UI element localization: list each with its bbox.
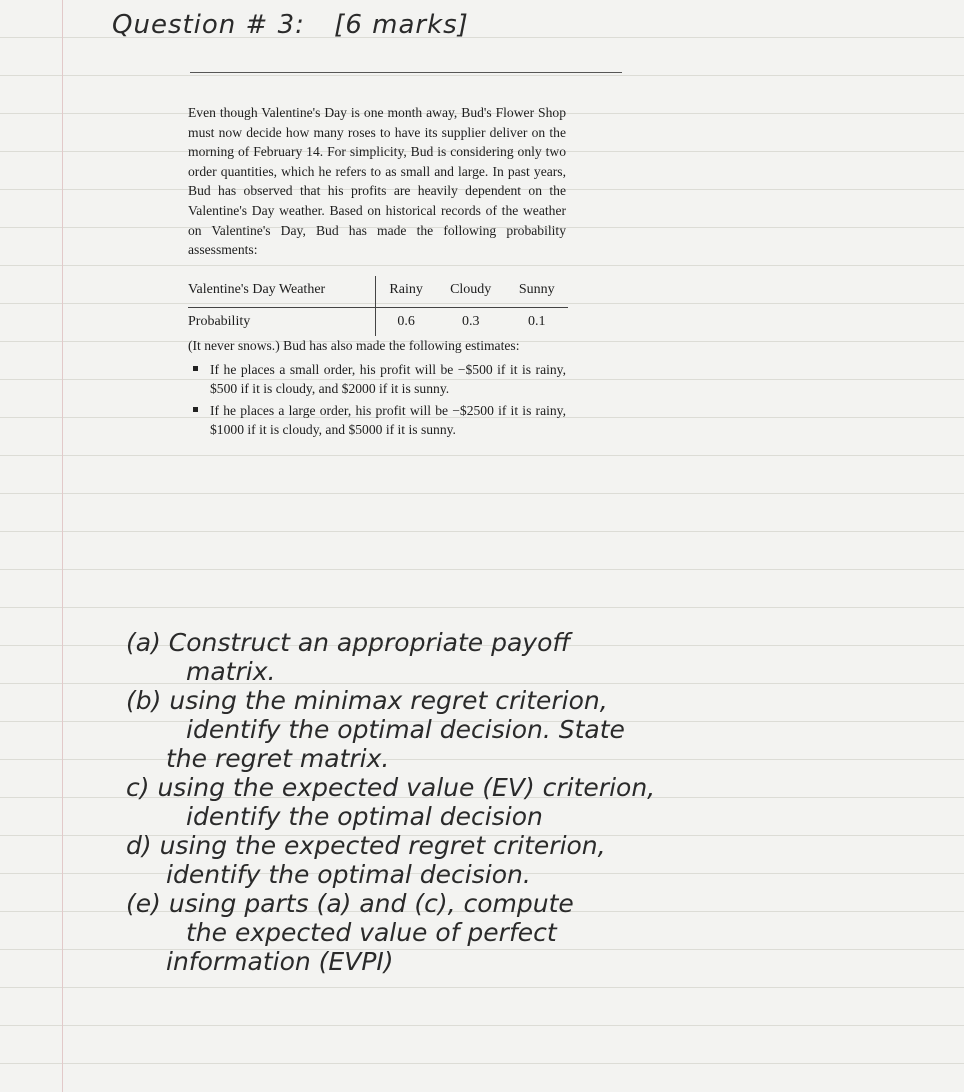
question-a-cont: matrix. xyxy=(186,657,276,686)
table-probability-row xyxy=(188,308,568,336)
question-d-label: d) xyxy=(126,831,152,860)
weather-rainy: Rainy xyxy=(376,276,436,308)
question-c-cont: identify the optimal decision xyxy=(186,802,543,831)
question-e-cont-1: the expected value of perfect xyxy=(186,918,557,947)
question-c xyxy=(126,773,856,802)
estimate-small-order: If he places a small order, his profit will be −$500 if it is rainy, $500 if it is cloudy, and $2000 if it is sunny. xyxy=(210,360,566,399)
question-a-label: (a) xyxy=(126,628,161,657)
question-a xyxy=(126,628,856,657)
estimates-list xyxy=(188,360,566,440)
question-e-label: (e) xyxy=(126,889,161,918)
question-marks: [6 marks] xyxy=(334,10,469,40)
weather-header: Valentine's Day Weather xyxy=(188,276,376,308)
weather-sunny: Sunny xyxy=(505,276,568,308)
printed-problem xyxy=(188,103,566,442)
question-c-line-1: using the expected value (EV) criterion, xyxy=(157,773,656,802)
prob-rainy: 0.6 xyxy=(397,314,415,330)
probability-label: Probability xyxy=(188,308,376,336)
notebook-margin-line xyxy=(62,0,63,1092)
question-b-label: (b) xyxy=(126,686,162,715)
question-c-label: c) xyxy=(126,773,150,802)
table-header-row xyxy=(188,276,568,308)
after-table-text: (It never snows.) Bud has also made the following estimates: xyxy=(188,337,520,353)
heading-underline xyxy=(190,72,622,73)
intro-paragraph: Even though Valentine's Day is one month away, Bud's Flower Shop must now decide how many roses to have its supplier deliver on the morning of February 14. For simplicity, Bud is considering only two order quantities, which he refers to as small and large. In past years, Bud has observed that his profits are heavily dependent on the Valentine's Day weather. Based on historical records of the weather on Valentine's Day, Bud has made the following probability assessments: xyxy=(188,105,566,258)
question-d-line-1: using the expected regret criterion, xyxy=(159,831,606,860)
question-b xyxy=(126,686,856,715)
question-d xyxy=(126,831,856,860)
question-a-line-1: Construct an appropriate payoff xyxy=(168,628,571,657)
weather-cloudy: Cloudy xyxy=(436,276,506,308)
handwritten-questions xyxy=(126,628,856,976)
prob-cloudy: 0.3 xyxy=(461,314,480,330)
question-b-line-1: using the minimax regret criterion, xyxy=(169,686,608,715)
question-d-cont: identify the optimal decision. xyxy=(166,860,531,889)
prob-sunny: 0.1 xyxy=(527,314,546,330)
question-e-line-1: using parts (a) and (c), compute xyxy=(168,889,574,918)
estimate-large-order: If he places a large order, his profit will be −$2500 if it is rainy, $1000 if it is cloudy, and $5000 if it is sunny. xyxy=(210,401,566,440)
question-e-cont-2: information (EVPI) xyxy=(166,947,394,976)
question-b-cont-2: the regret matrix. xyxy=(166,744,390,773)
question-title: Question # 3: xyxy=(112,10,305,40)
question-b-cont-1: identify the optimal decision. State xyxy=(186,715,625,744)
question-heading xyxy=(112,10,469,40)
question-e xyxy=(126,889,856,918)
probability-table xyxy=(188,276,568,336)
